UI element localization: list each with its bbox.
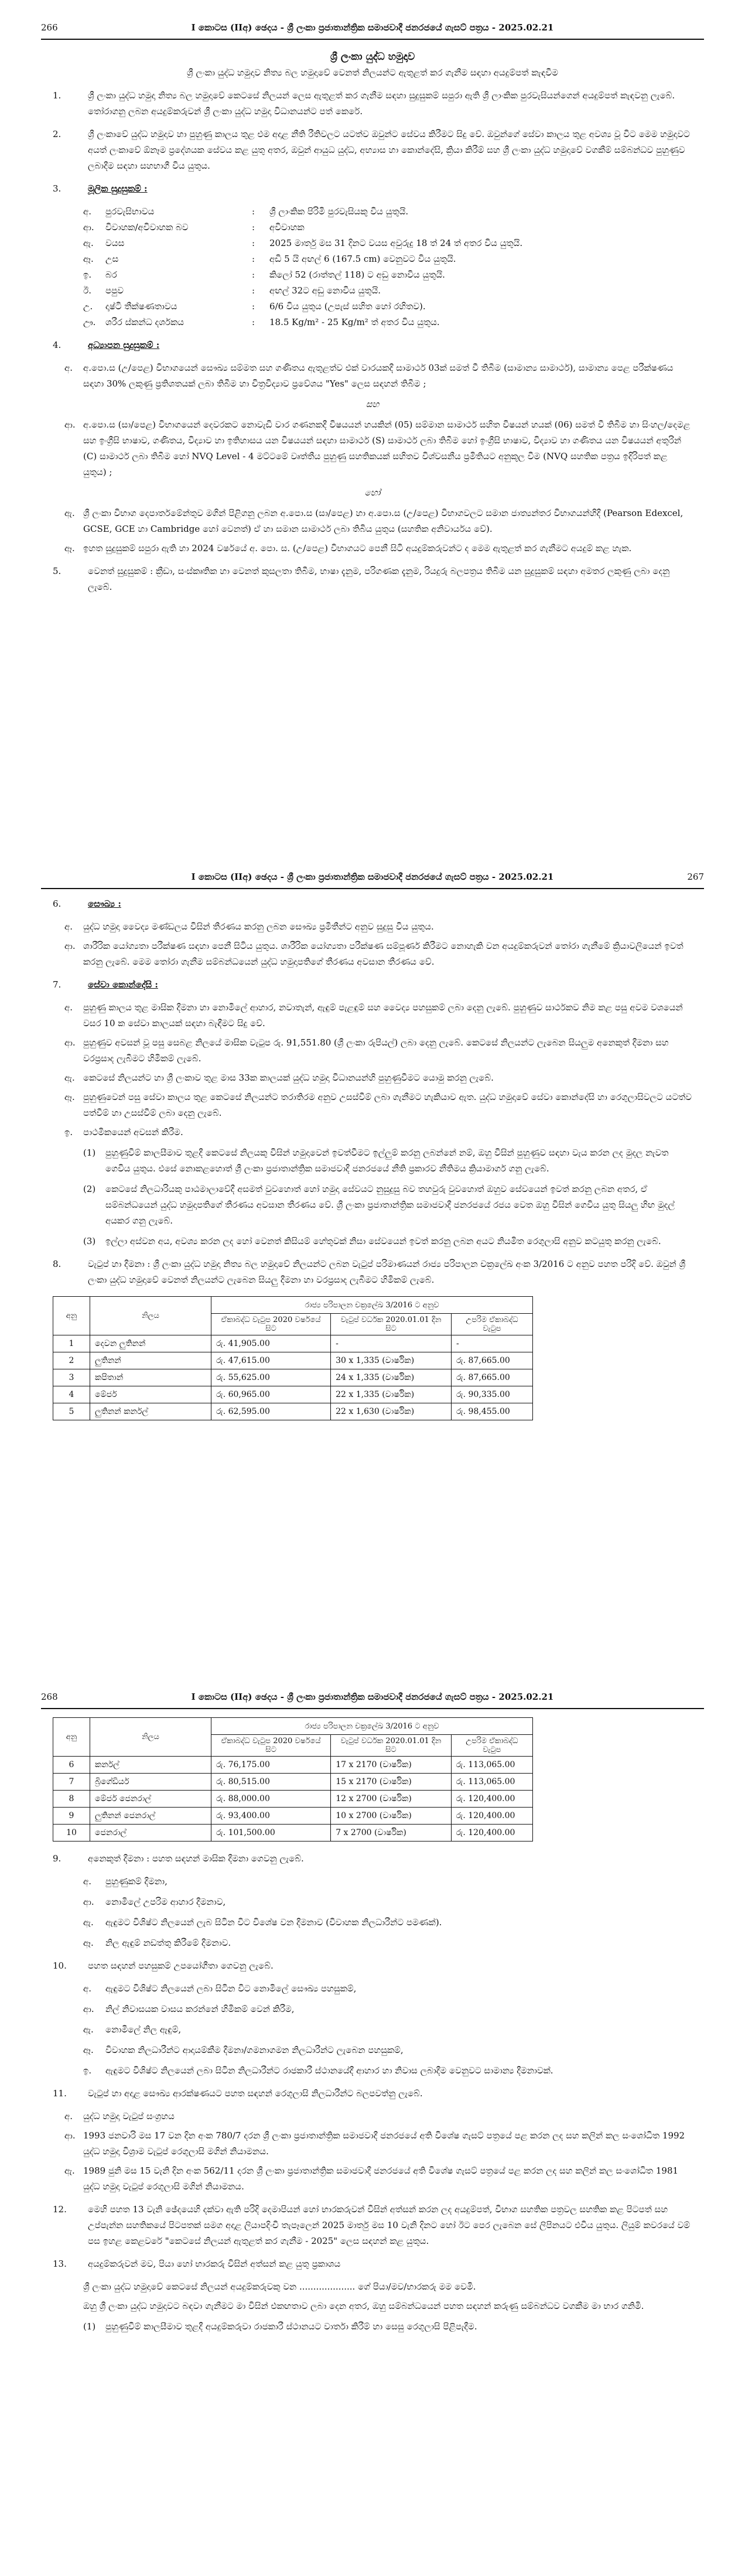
cell-no: 6 — [53, 1757, 90, 1774]
qualification-n: උ. — [83, 301, 93, 312]
cell-c2: 24 x 1,335 (වාර්ෂික) — [331, 1369, 452, 1386]
cell-c1: රු. 93,400.00 — [211, 1808, 331, 1825]
allowance-item-number: ආ. — [83, 1897, 94, 1907]
table-row — [53, 1791, 533, 1808]
qualification-v: 18.5 Kg/m² - 25 Kg/m² ත් අතර විය යුතුය. — [269, 317, 440, 327]
qualification-k: උස — [105, 254, 119, 264]
table-row — [53, 1352, 533, 1369]
table-row — [53, 1403, 533, 1420]
cell-rank: කර්නල් — [90, 1757, 211, 1774]
gazette-page-268 — [0, 1669, 745, 2576]
declaration-line-1: ශ්‍රී ලංකා යුද්ධ හමුදාවේ කෙටසේ නිලයන් අයදුම්කරුවකු වන .................... ගේ පියා/මව/භාරකරු මම වෙමි. — [83, 2281, 476, 2292]
declaration-item — [53, 2319, 692, 2335]
table-row — [53, 1335, 533, 1352]
qualification-n: ඌ. — [83, 317, 96, 327]
allowance-item-text: නොමිලේ උපරිම ආහාර දීමනාව, — [105, 1897, 226, 1907]
col-increment: වැටුප් වර්ධක 2020.01.01 දින සිට — [331, 1735, 451, 1757]
qualification-s: : — [252, 254, 255, 264]
qualification-v: කිලෝ 52 (රාත්තල් 118) ට අඩු නොවිය යුතුයි. — [269, 269, 445, 280]
qualification-n: ඊ. — [83, 285, 91, 296]
facility-item — [53, 1981, 692, 1997]
edu-qual-c: ඇ. ශ්‍රී ලංකා විභාග දෙපාර්තමේන්තුව මගින් පිළිගනු ලබන අ.පො.ස (සා/පෙළ) හා අ.පො.ස (උ/පෙළ) විභාගවලට සමාන ජාත්‍යන්තර විභාගයන්හිදී (Pearson Edexcel, GCSE, GCE හා Cambridge හෝ වෙනත්) ඒ හා සමාන සාමාර්ථ ලබා තිබිය යුතුය (සහතික අනිවාර්යය වේ). — [64, 508, 684, 534]
page-number: 267 — [687, 872, 704, 882]
section-6: 6. සෞඛ්‍ය : — [53, 898, 121, 909]
service-e-item-text: ඉල්ලා අස්වන අය, අවශ්‍ය කරන ලද හෝ වෙනත් කිසියම් හේතුවක් නිසා සේවයෙන් ඉවත් කරනු ලබන අයට නියමිත රෙගුලාසි අනුව කටයුතු කරනු ලැබේ. — [105, 1236, 661, 1246]
facility-item-number: ඉ. — [83, 2065, 92, 2076]
facility-item — [53, 2063, 692, 2079]
or-separator: සහ — [365, 399, 380, 409]
cell-rank: බ්‍රිගේඩියර් — [90, 1774, 211, 1791]
table-row — [53, 1774, 533, 1791]
cell-c1: රු. 62,595.00 — [211, 1403, 331, 1420]
section-3: 3. මූලික සුදුසුකම් : — [53, 183, 148, 194]
qualification-n: ඉ. — [83, 269, 92, 280]
qualification-k: දෘෂ්ටි තීක්ෂණතාවය — [105, 301, 177, 312]
qualification-v: ශ්‍රී ලාංකික පිරිමි පුරවැසියකු විය යුතුයි. — [269, 206, 409, 217]
qualification-n: ඇ. — [83, 238, 94, 248]
page-header — [41, 867, 704, 889]
regulation-c: ඇ. 1989 ජුනි මස 15 වැනි දින අංක 562/11 දරන ශ්‍රී ලංකා ප්‍රජාතාන්ත්‍රික සමාජවාදී ජනරජයේ අති විශේෂ ගැසට් පත්‍රයේ පළ කරන ලද සහ කලින් කල සංශෝධිත 1981 යුද්ධ හමුදා වැටුප් රෙගුලාසි මගින් නියාමනය. — [64, 2165, 679, 2192]
cell-c2: 10 x 2700 (වාර්ෂික) — [331, 1808, 451, 1825]
cell-c1: රු. 76,175.00 — [211, 1757, 331, 1774]
page-header — [41, 1687, 704, 1709]
section-2: 2. ශ්‍රී ලංකාවේ යුද්ධ හමුදාව හා පුහුණු කාලය තුළ එම අදාළ නීති රීතිවලට යටත්ව ඔවුන්ට සේවය කිරීමට සිදු වේ. ඔවුන්ගේ සේවා කාලය තුළ අවශ්‍ය වූ විට මෙම හමුදාවට අයත් ලංකාවේ ඕනෑම ප්‍රදේශයක සේවය කළ යුතු අතර, ඔවුන් ආයුධ යුද්ධ, අභ්‍යාස හා කොන්දේසි, ක්‍රියා කිරීම් සහ ශ්‍රී ලංකා යුද්ධ හමුදාවේ වගකීම් සම්බන්ධව පුහුණුව ලබාදීම සඳහා සහභාගී විය යුතුය. — [53, 129, 690, 171]
cell-c3: - — [451, 1335, 532, 1352]
service-e-item-text: කෙටසේ නිලධාරියකු පාඨමාලාවේදී අසමත් වුවහොත් හෝ හමුදා සේවයට නුසුදුසු බව තහවුරු වුවහොත් ඔහුව සේවයෙන් ඉවත් කරනු ලබන අතර, ඒ සම්බන්ධයෙන් යුද්ධ හමුදාපතිගේ තීරණය අවසාන තීරණය වේ. ශ්‍රී ලංකා ප්‍රජාතාන්ත්‍රික සමාජවාදී ජනරජයේ රජය වෙත ඔහු විසින් ගෙවිය යුතු සියලු හිඟ මුදල් අයකර ගනු ලැබේ. — [105, 1184, 675, 1226]
cell-rank: ජෙනරාල් — [90, 1825, 211, 1842]
col-circular: රාජ්‍ය පරිපාලන චක්‍රලේඛ 3/2016 ට අනුව — [211, 1718, 533, 1735]
facility-item-text: නිල් නිවාසයක වාසය කරන්නේ හිමිකම් වෙන් කිරීම, — [105, 2004, 295, 2014]
allowance-item — [53, 1874, 692, 1890]
salary-table-part1 — [53, 1296, 533, 1420]
allowance-item-text: පුහුණුකම් දීමනා, — [105, 1876, 168, 1887]
allowance-item — [53, 1894, 692, 1910]
facility-item — [53, 2001, 692, 2017]
facility-item-number: අ. — [83, 1983, 92, 1994]
cell-c3: රු. 90,335.00 — [451, 1386, 532, 1403]
cell-c1: රු. 80,515.00 — [211, 1774, 331, 1791]
edu-qual-d: ඈ. ඉහත සුදුසුකම් සපුරා ඇති හා 2024 වර්ෂයේ අ. පො. ස. (උ/පෙළ) විභාගයට පෙනී සිටි අයදුම්කරුවන්ට ද මෙම ඇතුළත් කර ගැනීමට අයදුම් කළ හැක. — [64, 543, 632, 554]
cell-rank: ලුතිනන් ජෙනරාල් — [90, 1808, 211, 1825]
table-row — [53, 1757, 533, 1774]
page-number: 268 — [41, 1692, 58, 1702]
health-b: ආ. ශාරීරික යෝග්‍යතා පරීක්ෂණ සඳහා පෙනී සිටිය යුතුය. ශාරීරික යෝග්‍යතා පරීක්ෂණ සම්පූර්ණ කිරීමට නොහැකි වන අයදුම්කරුවන් තෝරා ගැනීමේ ක්‍රියාවලියෙන් ඉවත් කරනු ලැබේ. මෙම තෝරා ගැනීම සම්බන්ධයෙන් යුද්ධ හමුදාපතිගේ තීරණය අවසාන තීරණය වේ. — [64, 941, 684, 967]
allowance-item-number: අ. — [83, 1876, 92, 1887]
col-rank: නිලය — [90, 1297, 211, 1335]
cell-c2: 12 x 2700 (වාර්ෂික) — [331, 1791, 451, 1808]
service-e-item — [53, 1234, 692, 1249]
cell-c3: රු. 87,665.00 — [451, 1369, 532, 1386]
table-row — [53, 1386, 533, 1403]
service-a: අ. පුහුණු කාලය තුළ මාසික දීමනා හා නොමිලේ ආහාර, නවාතැන්, ඇඳුම් පැළඳුම් සහ වෛද්‍ය පහසුකම් ලබා දෙනු ලැබේ. පුහුණුව සාර්ථකව නිම කළ පසු අවම වශයෙන් වසර 10 ක සේවා කාලයක් සඳහා බැඳීමට සිදු වේ. — [64, 1002, 683, 1029]
gazette-page-266 — [0, 0, 745, 838]
qualification-v: අඟල් 32ට අඩු නොවිය යුතුයි. — [269, 285, 381, 296]
cell-no: 1 — [53, 1335, 90, 1352]
section-11: 11. වැටුප් හා අදාළ සෞඛ්‍ය ආරක්ෂණයට පහත සඳහන් රෙගුලාසි නිලධාරීන්ට බලපවත්නු ලැබේ. — [53, 2088, 423, 2099]
cell-c3: රු. 120,400.00 — [451, 1808, 532, 1825]
cell-no: 8 — [53, 1791, 90, 1808]
regulation-a: අ. යුද්ධ හමුදා වැටුප් සංග්‍රහය — [64, 2111, 175, 2121]
cell-rank: කපිතාන් — [90, 1369, 211, 1386]
cell-c2: 22 x 1,335 (වාර්ෂික) — [331, 1386, 452, 1403]
section-7: 7. සේවා කොන්දේසි : — [53, 979, 158, 990]
allowance-item-number: ඇ. — [83, 1917, 94, 1928]
facility-item-text: විවාහක නිලධාරීන්ට ආදායම්කීම දීමනා/ගමනාගමන නිලධාරීන්ට ලැබෙන පහසුකම්, — [105, 2045, 404, 2055]
header-title: I කොටස (IIඅ) ඡෙදය - ශ්‍රී ලංකා ප්‍රජාතාන්ත්‍රික සමාජවාදී ජනරජයේ ගැසට් පත්‍රය - 2025.02.21 — [191, 22, 554, 33]
basic-qualifications-list — [83, 204, 692, 330]
facility-item-number: ඇ. — [83, 2024, 94, 2035]
allowances-list — [53, 1874, 692, 1951]
cell-c3: රු. 120,400.00 — [451, 1825, 532, 1842]
cell-c1: රු. 55,625.00 — [211, 1369, 331, 1386]
cell-no: 3 — [53, 1369, 90, 1386]
col-no: අනු — [53, 1297, 90, 1335]
qualification-s: : — [252, 269, 255, 280]
col-consolidated: ඒකාබද්ධ වැටුප 2020 වර්ෂයේ සිට — [211, 1314, 331, 1335]
qualification-k: පපුව — [105, 285, 124, 296]
col-maximum: උපරිම ඒකාබද්ධ වැටුප — [451, 1314, 532, 1335]
department-name: ශ්‍රී ලංකා යුද්ධ හමුදාව — [330, 51, 415, 63]
col-circular: රාජ්‍ය පරිපාලන චක්‍රලේඛ 3/2016 ට අනුව — [211, 1297, 533, 1314]
facility-item-text: ඇඳුමට විශිෂ්ට නිලයෙන් ලබා සිටින විට නොමිලේ සෞඛ්‍ය පහසුකම්, — [105, 1983, 357, 1994]
cell-rank: ලුතිනන් — [90, 1352, 211, 1369]
qualification-s: : — [252, 206, 255, 217]
header-title: I කොටස (IIඅ) ඡෙදය - ශ්‍රී ලංකා ප්‍රජාතාන්ත්‍රික සමාජවාදී ජනරජයේ ගැසට් පත්‍රය - 2025.02.21 — [191, 872, 554, 882]
cell-no: 9 — [53, 1808, 90, 1825]
qualification-s: : — [252, 238, 255, 248]
allowance-item-number: ඈ. — [83, 1938, 94, 1948]
health-a: අ. යුද්ධ හමුදා වෛද්‍ය මණ්ඩලය විසින් තීරණය කරනු ලබන සෞඛ්‍ය ප්‍රමිතීන්ට අනුව සුදුසු විය යුතුය. — [64, 921, 434, 932]
qualification-s: : — [252, 317, 255, 327]
cell-c1: රු. 60,965.00 — [211, 1386, 331, 1403]
service-e-item — [53, 1145, 692, 1177]
qualification-k: විවාහක/අවිවාහක බව — [105, 222, 189, 233]
section-5: 5. වෙනත් සුදුසුකම් : ක්‍රීඩා, සංස්කෘතික හා වෙනත් කුසලතා තිබීම, භාෂා දැනුම, පරිගණක දැනුම, රියදුරු බලපත්‍රය තිබීම යන සුදුසුකම් සඳහා අමතර ලකුණු ලබා දෙනු ලැබේ. — [53, 566, 670, 592]
header-title: I කොටස (IIඅ) ඡෙදය - ශ්‍රී ලංකා ප්‍රජාතාන්ත්‍රික සමාජවාදී ජනරජයේ ගැසට් පත්‍රය - 2025.02.21 — [191, 1692, 554, 1702]
col-maximum: උපරිම ඒකාබද්ධ වැටුප — [451, 1735, 532, 1757]
cell-c2: 17 x 2170 (වාර්ෂික) — [331, 1757, 451, 1774]
cell-no: 5 — [53, 1403, 90, 1420]
cell-c1: රු. 88,000.00 — [211, 1791, 331, 1808]
cell-no: 7 — [53, 1774, 90, 1791]
qualification-s: : — [252, 285, 255, 296]
gazette-page-267 — [0, 849, 745, 1658]
col-rank: නිලය — [90, 1718, 211, 1757]
service-e: ඉ. පාථමිකයෙන් අවසන් කිරීම. — [64, 1127, 183, 1137]
notice-title: ශ්‍රී ලංකා යුද්ධ හමුදාව නිත්‍ය බල හමුදාවේ වෙනත් නිලයන්ට ඇතුළත් කර ගැනීම සඳහා අයදුම්පත් කැඳවීම — [187, 67, 558, 78]
page-header — [41, 18, 704, 40]
col-consolidated: ඒකාබද්ධ වැටුප 2020 වර්ෂයේ සිට — [211, 1735, 331, 1757]
section-9: 9. අනෙකුත් දීමනා : පහත සඳහන් මාසික දීමනා ගෙවනු ලැබේ. — [53, 1853, 304, 1864]
allowance-item — [53, 1915, 692, 1931]
cell-rank: මේජර් ජෙනරාල් — [90, 1791, 211, 1808]
table-row — [53, 1369, 533, 1386]
facility-item-text: නොමිලේ නිල ඇඳුම්, — [105, 2024, 182, 2035]
qualification-n: ඈ. — [83, 254, 94, 264]
edu-qual-b: ආ. අ.පො.ස (සා/පෙළ) විභාගයෙන් දෙවරකට නොවැඩි වාර ගණනකදී විෂයයන් හයකින් (05) සම්මාන සාමාර්ථ සහිත විෂයන් හයක් (06) සමත් වී තිබීම හා සිංහල/දෙමළ සහ ඉංග්‍රීසි භාෂාව, ගණිතය, විද්‍යාව හා ඉතිහාසය යන විෂයයන් සඳහා සාමාර්ථ (S) සාමාර්ථ ලබා තිබීම හෝ ඉංග්‍රීසි භාෂාව, විද්‍යාව හා ගණිතය යන විෂයයන් අතුරින් (C) සාමාර්ථ ලබා තිබීම හෝ NVQ Level - 4 මට්ටමේ වෘත්තීය පුහුණු සහතිකයක් සහිතව විශ්වසනීය ප්‍රමිතියට අනුකූල වීම (NVQ සහතික පත්‍රය ඉදිරිපත් කළ යුතුය) ; — [64, 419, 691, 477]
allowance-item-text: ඇඳුමට විශිෂ්ට නිලයෙන් ලැබ සිටින විට විශේෂ වන දීමනාව (විවාහක නිලධාරීන්ට පමණක්). — [105, 1917, 442, 1928]
service-e-item-number: (2) — [83, 1184, 96, 1194]
section-12: 12. මෙහි පහත 13 වැනි ඡේදයෙහි දක්වා ඇති පරිදි දෙමාපියන් හෝ භාරකරුවන් විසින් අත්සන් කරන ලද අයදුම්පත්, විභාග සහතික පත්‍රවල සහතික කළ පිටපත් සහ උප්පැන්න සහතිකයේ පිටපතක් සමග අදාළ ලියාපදිංචි තැපෑලෙන් 2025 මාර්තු මස 10 වැනි දිනට හෝ ඊට පෙර ලැබෙන සේ ලිපිනයට එවිය යුතුය. ලියුම් කවරයේ වම් පස ඉහළ කෙළවරේ "කෙටසේ නිලයන් ඇතුළත් කර ගැනීම - 2025" ලෙස සඳහන් කළ යුතුය. — [53, 2204, 691, 2246]
qualification-s: : — [252, 222, 255, 233]
facility-item-number: ආ. — [83, 2004, 94, 2014]
cell-c3: රු. 120,400.00 — [451, 1791, 532, 1808]
service-e-item-number: (3) — [83, 1236, 96, 1246]
table-row — [53, 1825, 533, 1842]
qualification-k: වයස — [105, 238, 125, 248]
service-e-item-text: පුහුණුවීම් කාලසීමාව තුළදී කෙටසේ නිලයකු විසින් හමුදාවෙන් ඉවත්වීමට ඉල්ලුම් කරනු ලබන්නේ නම්, ඔහු විසින් පුහුණුව සඳහා වැය කරන ලද මුදල නැවත ගෙවිය යුතුය. එසේ නොකළහොත් ශ්‍රී ලංකා ප්‍රජාතාන්ත්‍රික සමාජවාදී ජනරජයේ නීති ප්‍රකාරව නීතිමය ක්‍රියාමාර්ග ගනු ලැබේ. — [105, 1147, 669, 1174]
edu-qual-a: අ. අ.පො.ස (උ/පෙළ) විභාගයෙන් සෞඛ්‍ය සම්මත සහ ගණිතය ඇතුළත්ව එක් වාරයකදී සාමාර්ථ 03ක් සමත් වී තිබීම (සාමාන්‍ය සාමාර්ථ), සාමාන්‍ය පෙළ පරීක්ෂණය සඳහා 30% ලකුණු ප්‍රතිශතයක් ලබා තිබීම හා චිත්‍රවිද්‍යාව ප්‍රවේශය "Yes" ලෙස සඳහන් තිබීම ; — [64, 363, 674, 389]
salary-table-part2 — [53, 1717, 533, 1842]
facility-item — [53, 2042, 692, 2058]
col-no: අනු — [53, 1718, 90, 1757]
cell-rank: දෙවන ලුතිනන් — [90, 1335, 211, 1352]
qualification-v: 2025 මාර්තු මස 31 දිනට වයස අවුරුදු 18 ත් 24 ත් අතර විය යුතුයි. — [269, 238, 523, 248]
service-e-item-number: (1) — [83, 1147, 96, 1158]
facility-item — [53, 2022, 692, 2038]
service-c: ඇ. කෙටසේ නිලයන්ට හා ශ්‍රී ලංකාව තුළ මාස 33ක කාලයක් යුද්ධ හමුදා විධානයන්හි පුහුණුවීමට යොමු කරනු ලැබේ. — [64, 1072, 494, 1083]
qualification-v: 6/6 විය යුතුය (උපැස් සහිත හෝ රහිතව). — [269, 301, 426, 312]
declaration-list — [53, 2319, 692, 2335]
section-8: 8. වැටුප් හා දීමනා : ශ්‍රී ලංකා යුද්ධ හමුදා නිත්‍ය බල හමුදාවේ නිලයන්ට ලබන වැටුප් පරිමාණයන් රාජ්‍ය පරිපාලන චක්‍රලේඛ අංක 3/2016 ට අනුව පහත පරිදි වේ. ඔවුන් ශ්‍රී ලංකා යුද්ධ හමුදාවේ වෙනත් නිලයන්ට ලැබෙන සියලු දීමනා හා වරප්‍රසාද ලැබීමට හිමිකම් ලැබේ. — [53, 1259, 686, 1285]
section-13: 13. අයදුම්කරුවන් මව, පියා හෝ භාරකරු විසින් අත්සන් කළ යුතු ප්‍රකාශය — [53, 2259, 341, 2269]
cell-c2: - — [331, 1335, 452, 1352]
allowance-item — [53, 1935, 692, 1951]
declaration-item-number: (1) — [83, 2321, 96, 2332]
cell-c1: රු. 47,615.00 — [211, 1352, 331, 1369]
service-e-item — [53, 1181, 692, 1229]
section-1: 1. ශ්‍රී ලංකා යුද්ධ හමුදා නිත්‍ය බල හමුදාවේ කෙටසේ නිලයන් ලෙස ඇතුළත් කර ගැනීම සඳහා සුදුසුකම් සපුරා ඇති ශ්‍රී ලාංකික පුරවැසියන්ගෙන් අයදුම්පත් කැඳවනු ලැබේ. තෝරාගනු ලබන අයදුම්කරුවන් ශ්‍රී ලංකා යුද්ධ හමුදා විධානයන්ට පත් කෙරේ. — [53, 90, 675, 117]
facility-item-number: ඈ. — [83, 2045, 94, 2055]
cell-c3: රු. 98,455.00 — [451, 1403, 532, 1420]
cell-c1: රු. 101,500.00 — [211, 1825, 331, 1842]
cell-c3: රු. 113,065.00 — [451, 1757, 532, 1774]
facility-item-text: ඇඳුමට විශිෂ්ට නිලයෙන් ලබා සිටින නිලධාරීන්ට රාජකාරී ස්ථානයේදී ආහාර හා නිවාස ලබාදීම වෙනුවට සාමාන්‍ය දීමනාවක්. — [105, 2065, 553, 2076]
cell-c3: රු. 113,065.00 — [451, 1774, 532, 1791]
service-b: ආ. පුහුණුව අවසන් වූ පසු සෙබළ නිලයේ මාසික වැටුප රු. 91,551.80 (ශ්‍රී ලංකා රුපියල්) ලබා දෙනු ලැබේ. කෙටසේ නිලයන්ට ලැබෙන සියලුම අනෙකුත් දීමනා සහ වරප්‍රසාද ලැබීමට හිමිකම් ලැබේ. — [64, 1037, 669, 1064]
or-separator: හෝ — [364, 487, 381, 498]
service-e-list — [53, 1145, 692, 1249]
allowance-item-text: නිල ඇඳුම් නඩත්තු කිරීමේ දීමනාව. — [105, 1938, 231, 1948]
qualification-v: අඩි 5 යි අඟල් 6 (167.5 cm) වෙනුවට විය යුතුයි. — [269, 254, 456, 264]
table-row — [53, 1808, 533, 1825]
cell-c2: 7 x 2700 (වාර්ෂික) — [331, 1825, 451, 1842]
qualification-k: බර — [105, 269, 117, 280]
cell-no: 4 — [53, 1386, 90, 1403]
cell-rank: ලුතිනන් කර්නල් — [90, 1403, 211, 1420]
qualification-k: පුරවැසිභාවය — [105, 206, 155, 217]
col-increment: වැටුප් වර්ධක 2020.01.01 දින සිට — [331, 1314, 452, 1335]
cell-c3: රු. 87,665.00 — [451, 1352, 532, 1369]
qualification-n: ආ. — [83, 222, 94, 233]
page-number: 266 — [41, 22, 58, 33]
qualification-s: : — [252, 301, 255, 312]
qualification-n: අ. — [83, 206, 92, 217]
section-4: 4. අධ්‍යාපන සුදුසුකම් : — [53, 340, 160, 350]
cell-rank: මේජර් — [90, 1386, 211, 1403]
regulation-b: ආ. 1993 ජනවාරි මස 17 වන දින අංක 780/7 දරන ශ්‍රී ලංකා ප්‍රජාතාන්ත්‍රික සමාජවාදී ජනරජයේ අති විශේෂ ගැසට් පත්‍රයේ පළ කරන ලද සහ කලින් කල සංශෝධිත 1992 යුද්ධ හමුදා විශ්‍රාම වැටුප් රෙගුලාසි මගින් නියාමනය. — [64, 2130, 685, 2157]
cell-c2: 30 x 1,335 (වාර්ෂික) — [331, 1352, 452, 1369]
declaration-line-2: ඔහු ශ්‍රී ලංකා යුද්ධ හමුදාවට බඳවා ගැනීමට මා විසින් එකඟතාව ලබා දෙන අතර, ඔහු සම්බන්ධයෙන් පහත සඳහන් කරුණු සම්බන්ධව වගකීම මා භාර ගනිමි. — [83, 2301, 644, 2311]
cell-no: 2 — [53, 1352, 90, 1369]
cell-no: 10 — [53, 1825, 90, 1842]
declaration-item-text: පුහුණුවීම් කාලසීමාව තුළදී අයදුම්කරුවා රාජකාරී ස්ථානයට වාර්තා කිරීම් හා සෙසු රෙගුලාසි පිළිපැදීම. — [105, 2321, 477, 2332]
section-10: 10. පහත සඳහන් පහසුකම් උපයෝගීතා ගෙවනු ලැබේ. — [53, 1960, 274, 1971]
cell-c2: 22 x 1,630 (වාර්ෂික) — [331, 1403, 452, 1420]
facilities-list — [53, 1981, 692, 2079]
cell-c2: 15 x 2170 (වාර්ෂික) — [331, 1774, 451, 1791]
cell-c1: රු. 41,905.00 — [211, 1335, 331, 1352]
service-d: ඈ. පුහුණුවෙන් පසු සේවා කාලය තුළ කෙටසේ නිලයන්ට තරාතිරම අනුව උසස්වීම් ලබා ගැනීමට හැකියාව ඇත. යුද්ධ හමුදාවේ සේවා කොන්දේසි හා රෙගුලාසිවලට යටත්ව පත්වීම් හා උසස්වීම් ලබා දෙනු ලැබේ. — [64, 1092, 692, 1118]
qualification-k: ශරීර ස්කන්ධ දර්ශකය — [105, 317, 184, 327]
qualification-v: අවිවාහක — [269, 222, 305, 233]
